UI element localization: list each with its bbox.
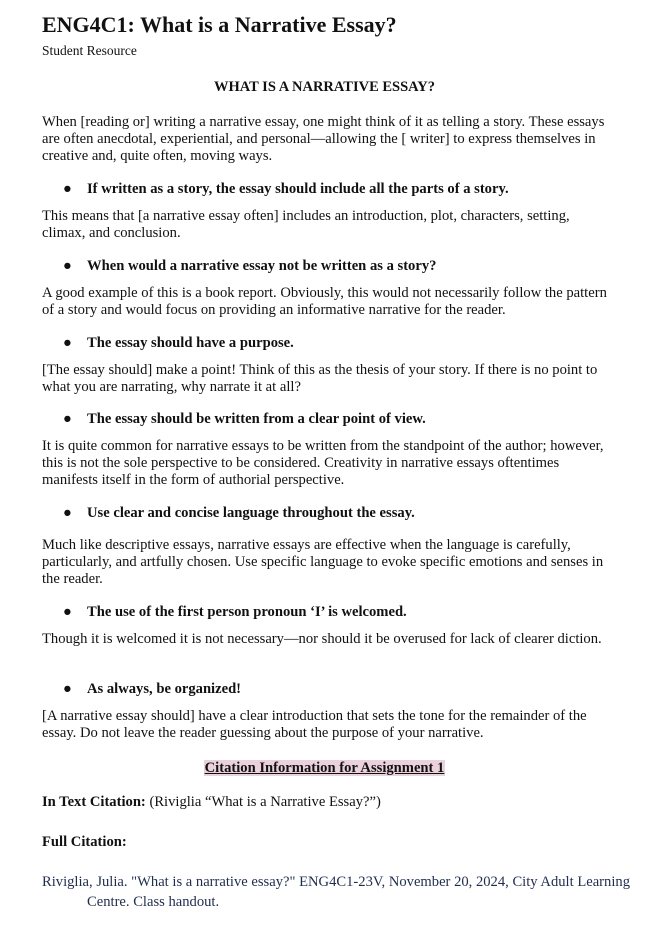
bullet-heading: The use of the first person pronoun ‘I’ is welcomed. bbox=[87, 604, 407, 620]
point-paragraph: It is quite common for narrative essays to be written from the standpoint of the author; however, this is not the sole perspective to be considered. Creativity in narrative essays oftentimes manifests itself in the form of authorial perspective. bbox=[42, 438, 604, 489]
bullet-icon: ● bbox=[63, 181, 72, 197]
bullet-icon: ● bbox=[63, 505, 72, 521]
bullet-icon: ● bbox=[63, 258, 72, 274]
citation-heading-text: Citation Information for Assignment 1 bbox=[204, 760, 445, 776]
point-paragraph: [The essay should] make a point! Think of this as the thesis of your story. If there is no point to what you are narrating, why narrate it at all? bbox=[42, 362, 598, 396]
bullet-heading: The essay should be written from a clear point of view. bbox=[87, 411, 426, 427]
point-paragraph: This means that [a narrative essay often] includes an introduction, plot, characters, setting, climax, and conclusion. bbox=[42, 208, 570, 242]
page-title: ENG4C1: What is a Narrative Essay? bbox=[42, 12, 397, 37]
point-paragraph: Much like descriptive essays, narrative essays are effective when the language is carefully, particularly, and artfully chosen. Use specific language to evoke specific emotions and senses in the reader. bbox=[42, 537, 604, 588]
bullet-heading: The essay should have a purpose. bbox=[87, 335, 294, 351]
bullet-heading: Use clear and concise language throughout the essay. bbox=[87, 505, 415, 521]
bullet-icon: ● bbox=[63, 411, 72, 427]
point-paragraph: Though it is welcomed it is not necessary—nor should it be overused for lack of clearer diction. bbox=[42, 631, 602, 647]
in-text-citation-label: In Text Citation: bbox=[42, 794, 146, 810]
in-text-citation-value: (Riviglia “What is a Narrative Essay?”) bbox=[149, 794, 381, 810]
citation-heading bbox=[42, 759, 607, 777]
intro-paragraph: When [reading or] writing a narrative essay, one might think of it as telling a story. These essays are often anecdotal, experiential, and personal—allowing the [ writer] to express themselves in creative and, quite often, moving ways. bbox=[42, 114, 605, 165]
bullet-icon: ● bbox=[63, 604, 72, 620]
bullet-heading: As always, be organized! bbox=[87, 681, 242, 697]
full-citation-value: Riviglia, Julia. "What is a narrative essay?" ENG4C1-23V, November 20, 2024, City Adult Learning Centre. Class handout. bbox=[42, 874, 630, 910]
bullet-heading: If written as a story, the essay should include all the parts of a story. bbox=[87, 181, 509, 197]
bullet-icon: ● bbox=[63, 681, 72, 697]
full-citation-label-text: Full Citation: bbox=[42, 834, 127, 850]
point-paragraph: A good example of this is a book report. Obviously, this would not necessarily follow the pattern of a story and would focus on providing an informative narrative for the reader. bbox=[42, 285, 607, 319]
point-paragraph: [A narrative essay should] have a clear introduction that sets the tone for the remainder of the essay. Do not leave the reader guessing about the purpose of your narrative. bbox=[42, 708, 587, 742]
full-citation-label bbox=[42, 834, 127, 851]
bullet-heading: When would a narrative essay not be written as a story? bbox=[87, 258, 437, 274]
in-text-citation bbox=[42, 794, 381, 811]
page-subtitle: Student Resource bbox=[42, 43, 137, 58]
section-heading: WHAT IS A NARRATIVE ESSAY? bbox=[213, 79, 436, 95]
bullet-icon: ● bbox=[63, 335, 72, 351]
